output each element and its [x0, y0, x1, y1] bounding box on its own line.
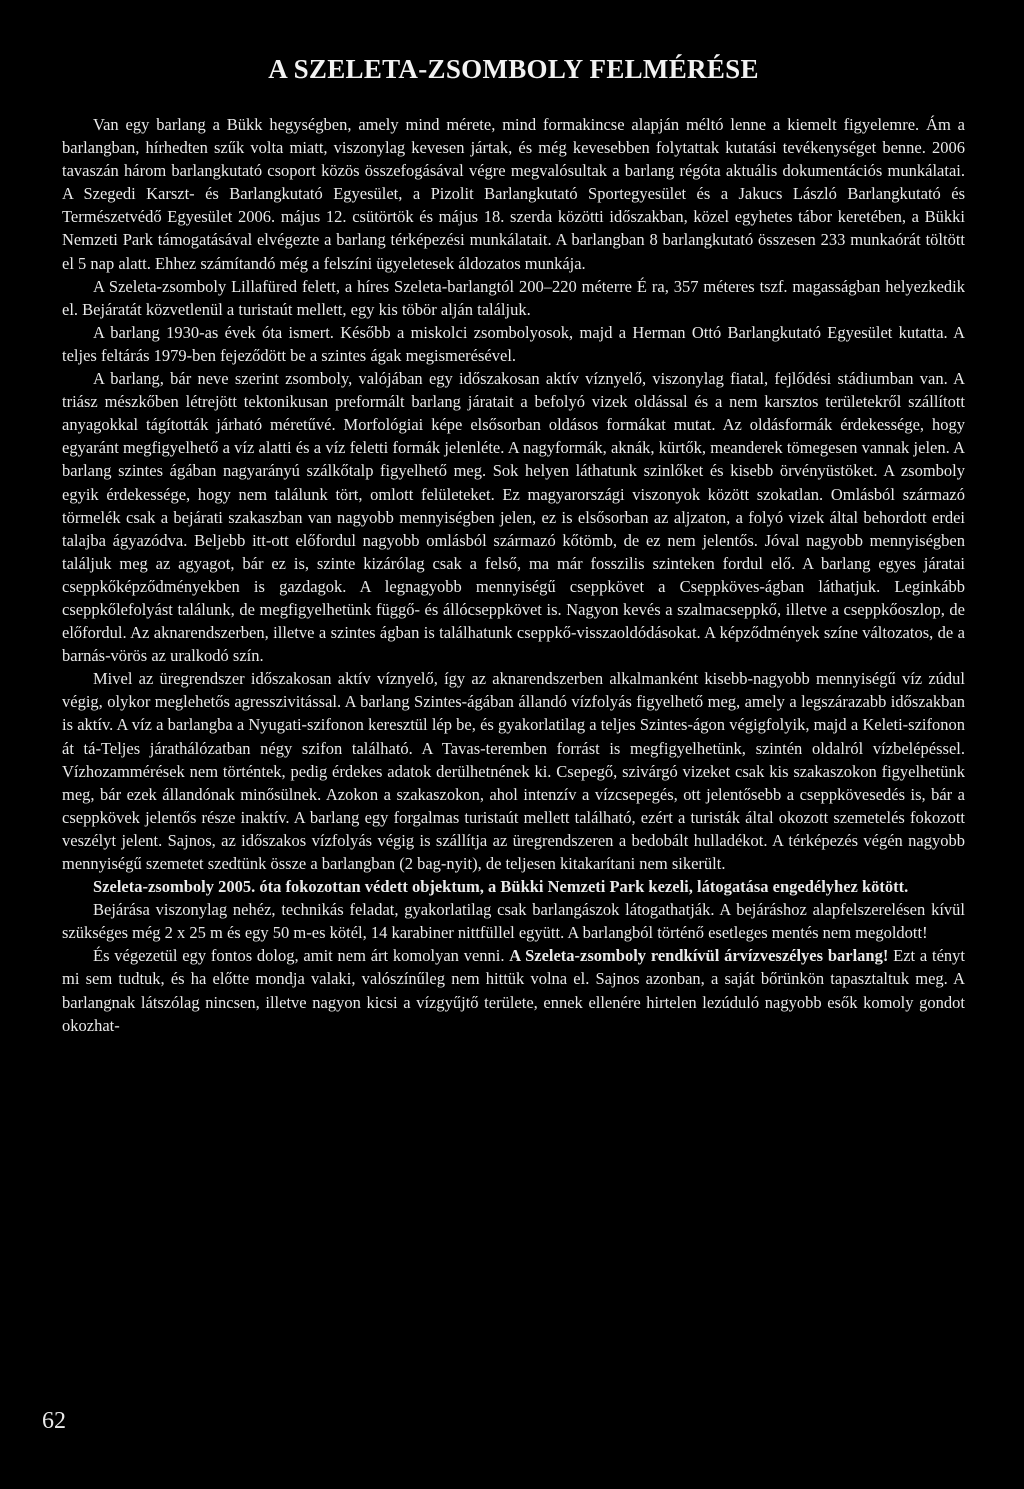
- paragraph-text: Bejárása viszonylag nehéz, technikás feladat, gyakorlatilag csak barlangászok látogathatják. A bejáráshoz alapfelszerelésen kívül szükséges még 2 x 25 m és egy 50 m-es kötél, 14 karabiner nittfüllel együtt. A barlangból történő esetleges mentés nem megoldott!: [62, 900, 965, 943]
- paragraph: [62, 113, 965, 275]
- paragraph-text: Van egy barlang a Bükk hegységben, amely mind mérete, mind formakincse alapján méltó lenne a kiemelt figyelemre. Ám a barlangban, hírhedten szűk volta miatt, viszonylag kevesen jártak, és még kevesebben folytattak kutatási tevékenységet benne. 2006 tavaszán három barlangkutató csoport közös összefogásával végre megvalósultak a barlang régóta aktuális dokumentációs munkálatai. A Szegedi Karszt- és Barlangkutató Egyesület, a Pizolit Barlangkutató Sportegyesület és a Jakucs László Barlangkutató és Természetvédő Egyesület 2006. május 12. csütörtök és május 18. szerda közötti időszakban, közel egyhetes tábor keretében, a Bükki Nemzeti Park támogatásával elvégezte a barlang térképezési munkálatait. A barlangban 8 barlangkutató összesen 233 munkaórát töltött el 5 nap alatt. Ehhez számítandó még a felszíni ügyeletesek áldozatos munkája.: [62, 115, 965, 273]
- paragraph: [62, 275, 965, 321]
- bold-text: Szeleta-zsomboly 2005. óta fokozottan védett objektum, a Bükki Nemzeti Park kezeli, látogatása engedélyhez kötött.: [93, 877, 909, 897]
- article-body: [62, 113, 965, 1037]
- paragraph-text: A barlang, bár neve szerint zsomboly, valójában egy időszakosan aktív víznyelő, viszonylag fiatal, fejlődési stádiumban van. A triász mészkőben létrejött tektonikusan preformált barlang járatait a befolyó vizek oldással és a nem karsztos területekről szállított anyagokkal tágították járható méretűvé. Morfológiai képe elsősorban oldásos formákat mutat. Az oldásformák érdekessége, hogy egyaránt megfigyelhető a víz alatti és a víz feletti formák jelenléte. A nagyformák, aknák, kürtők, meanderek tömegesen vannak jelen. A barlang szintes ágában nagyarányú szálkőtalp figyelhető meg. Sok helyen láthatunk szinlőket és kisebb örvényüstöket. A zsomboly egyik érdekessége, hogy nem találunk tört, omlott felületeket. Ez magyarországi viszonyok között szokatlan. Omlásból származó törmelék csak a bejárati szakaszban van nagyobb mennyiségben jelen, ez is elsősorban az aljzaton, a folyó vizek által behordott erdei talajba ágyazódva. Beljebb itt-ott előfordul nagyobb omlásból származó kőtömb, de ez nem jelentős. Jóval nagyobb mennyiségben találjuk meg az agyagot, bár ez is, szinte kizárólag csak a felső, ma már fosszilis szinteken fordul elő. A barlang egyes járatai cseppkőképződményekben is gazdagok. A legnagyobb mennyiségű cseppkövet a Cseppköves-ágban láthatjuk. Leginkább cseppkőlefolyást találunk, de megfigyelhetünk függő- és állócseppkövet is. Nagyon kevés a szalmacseppkő, illetve a cseppkőoszlop, de előfordul. Az aknarendszerben, illetve a szintes ágban is találhatunk cseppkő-visszaoldódásokat. A képződmények színe változatos, de a barnás-vörös az uralkodó szín.: [62, 369, 965, 666]
- page-title: A SZELETA-ZSOMBOLY FELMÉRÉSE: [268, 54, 759, 84]
- paragraph-text: A Szeleta-zsomboly Lillafüred felett, a híres Szeleta-barlangtól 200–220 méterre É ra, 357 méteres tszf. magasságban helyezkedik el. Bejáratát közvetlenül a turistaút mellett, egy kis töbör alján találjuk.: [62, 276, 965, 319]
- paragraph: [62, 667, 965, 875]
- page-number: 62: [42, 1408, 66, 1434]
- paragraph: [62, 321, 965, 367]
- paragraph-text: Mivel az üregrendszer időszakosan aktív víznyelő, így az aknarendszerben alkalmanként kisebb-nagyobb mennyiségű víz zúdul végig, olykor meglehetős agresszivitással. A barlang Szintes-ágában állandó vízfolyás figyelhető meg, amely a legszárazabb időszakban is aktív. A víz a barlangba a Nyugati-szifonon keresztül lép be, és gyakorlatilag a teljes Szintes-ágon végigfolyik, majd a Keleti-szifonon át tá-Teljes járathálózatban négy szifon található. A Tavas-teremben forrást is megfigyelhetünk, szintén oldalról vízbelépéssel. Vízhozammérések nem történtek, pedig érdekes adatok derülhetnének ki. Csepegő, szivárgó vizeket csak kis szakaszokon figyelhetünk meg, bár ezek állandónak minősülnek. Azokon a szakaszokon, ahol intenzív a vízcsepegés, ott jelentősebb a cseppkövesedés is, bár a cseppkövek jelentős része inaktív. A barlang egy forgalmas turistaút mellett található, ezért a turisták által okozott szemetelés fokozott veszélyt jelent. Sajnos, az időszakos vízfolyás végig is szállítja az üregrendszeren a bedobált hulladékot. A térképezés végén nagyobb mennyiségű szemetet szedtünk össze a barlangban (2 bag-nyit), de teljesen kitakarítani nem sikerült.: [62, 669, 965, 873]
- paragraph: [62, 898, 965, 944]
- paragraph: [62, 875, 965, 898]
- bold-text: A Szeleta-zsomboly rendkívül árvízveszélyes barlang!: [509, 946, 889, 966]
- paragraph-text: Ezt a tényt mi sem tudtuk, és ha előtte mondja valaki, valószínűleg nem hittük volna el. Sajnos azonban, a saját bőrünkön tapasztaltuk meg. A barlangnak látszólag nincsen, illetve nagyon kicsi a vízgyűjtő területe, ennek ellenére hirtelen lezúduló nagyobb esők komoly gondot okozhat-: [62, 946, 966, 1035]
- paragraph-text: És végezetül egy fontos dolog, amit nem árt komolyan venni.: [93, 946, 510, 966]
- paragraph-text: A barlang 1930-as évek óta ismert. Később a miskolci zsombolyosok, majd a Herman Ottó Barlangkutató Egyesület kutatta. A teljes feltárás 1979-ben fejeződött be a szintes ágak megismerésével.: [62, 322, 965, 365]
- paragraph: [62, 944, 965, 1036]
- paragraph: [62, 367, 965, 667]
- document-page: [62, 54, 965, 1037]
